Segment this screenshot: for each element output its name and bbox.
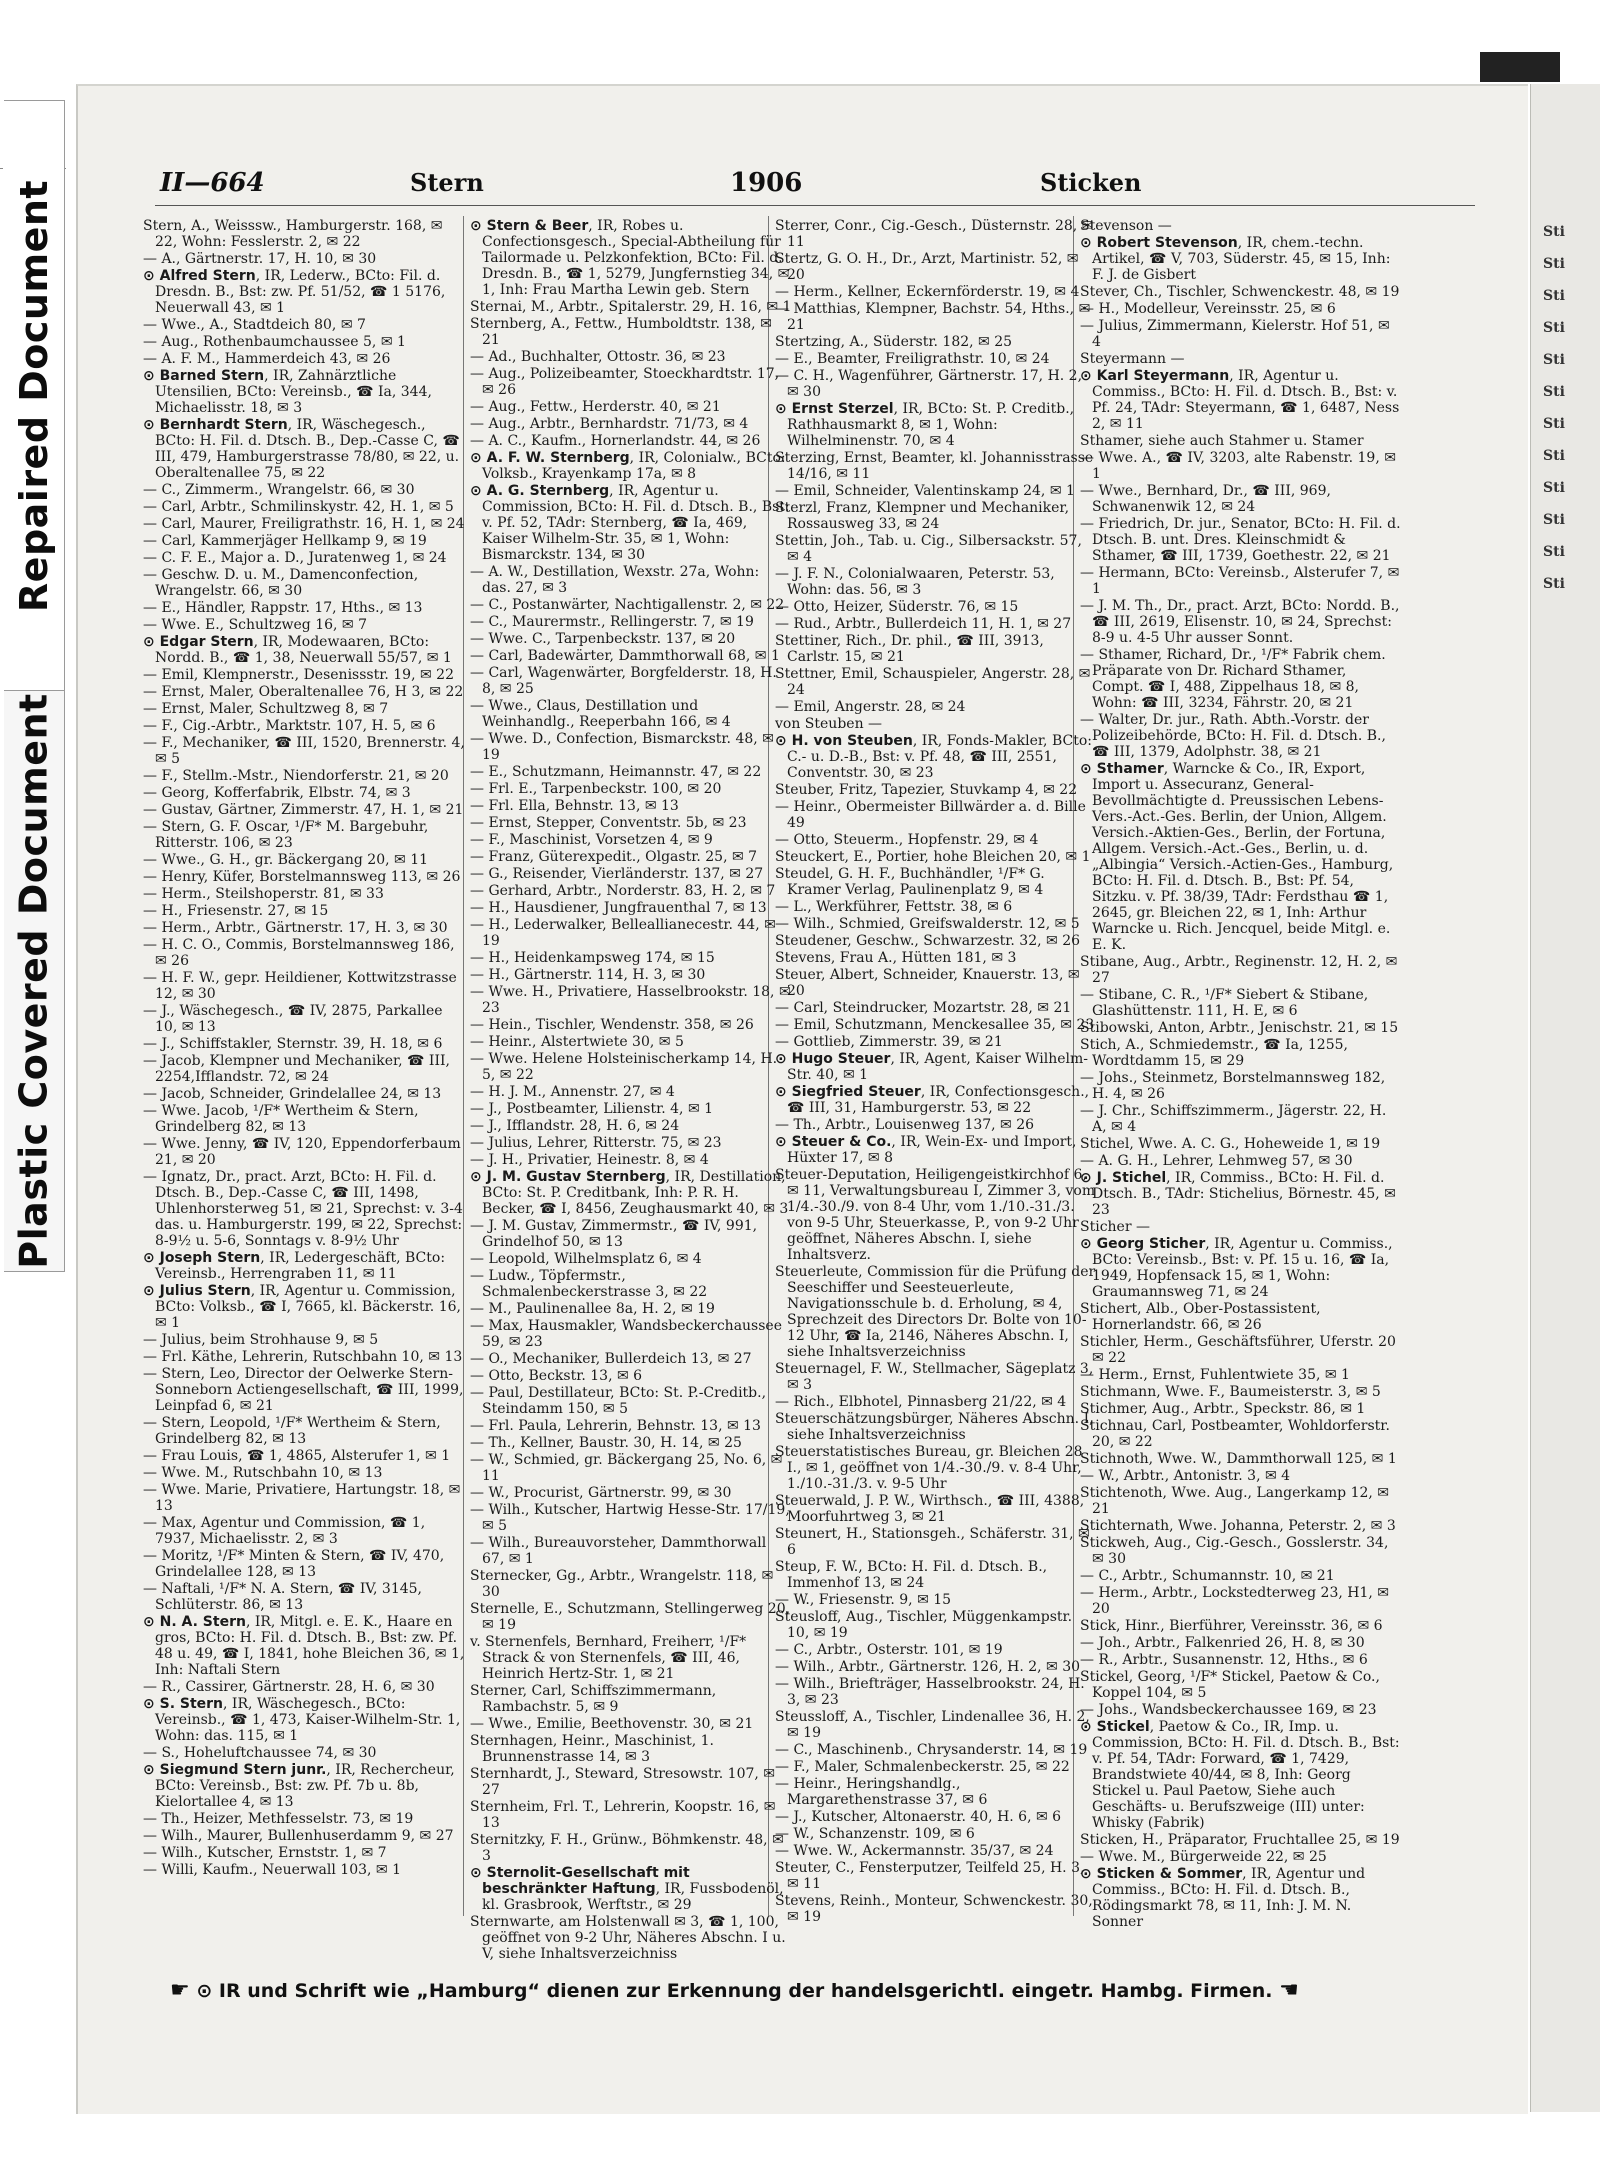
directory-entry: — Wwe. H., Privatiere, Hasselbrookstr. 18, ✉ 23 bbox=[470, 984, 791, 1016]
adjacent-page-fragment: Sti bbox=[1543, 512, 1565, 528]
directory-entry: — Heinr., Obermeister Billwärder a. d. Bille 49 bbox=[775, 799, 1086, 831]
directory-entry: Stichmer, Aug., Arbtr., Speckstr. 86, ✉ 1 bbox=[1080, 1401, 1366, 1417]
directory-entry: — Emil, Schneider, Valentinskamp 24, ✉ 1 bbox=[775, 483, 1075, 499]
directory-entry: Stichnau, Carl, Postbeamter, Wohldorferstr. 20, ✉ 22 bbox=[1080, 1418, 1390, 1450]
directory-entry: Steuckert, E., Portier, hohe Bleichen 20, ✉ 1 bbox=[775, 849, 1091, 865]
directory-entry: Sthamer, siehe auch Stahmer u. Stamer bbox=[1080, 433, 1364, 449]
directory-entry: — A. C., Kaufm., Hornerlandstr. 44, ✉ 26 bbox=[470, 433, 761, 449]
directory-entry: Stickel, Georg, ¹/F* Stickel, Paetow & Co., Koppel 104, ✉ 5 bbox=[1080, 1669, 1380, 1701]
directory-entry: — Sthamer, Richard, Dr., ¹/F* Fabrik chem. Präparate von Dr. Richard Sthamer, Compt. ☎ I, 488, Zippelhaus 18, ✉ 8, Wohn: ☎ III, 3234, Fährstr. 20, ✉ 21 bbox=[1080, 647, 1386, 711]
repaired-document-label: Repaired Document bbox=[12, 179, 57, 613]
directory-entry: — Herm., Kellner, Eckernförderstr. 19, ✉ 4 bbox=[775, 284, 1080, 300]
directory-entry: — Ignatz, Dr., pract. Arzt, BCto: H. Fil. d. Dtsch. B., Dep.-Casse C, ☎ III, 1498, Uhlenhorsterweg 51, ✉ 21, Sprechst: v. 3-4 das. u. Hamburgerstr. 199, ✉ 22, Sprechst: 8-9½ u. 5-6, Sonntags v. 8-9½ Uhr bbox=[143, 1169, 463, 1249]
directory-entry: ⊙ Stickel, Paetow & Co., IR, Imp. u. Commission, BCto: H. Fil. d. Dtsch. B., Bst: v. Pf. 54, TAdr: Forward, ☎ 1, 7429, Brandstwiete 40/44, ✉ 8, Inh: Georg Stickel u. Paul Paetow, Siehe auch Geschäfts- u. Berufszweige (III) unter: Whisky (Fabrik) bbox=[1080, 1719, 1400, 1831]
directory-entry: Sternitzky, F. H., Grünw., Böhmkenstr. 48, ✉ 3 bbox=[470, 1832, 784, 1864]
directory-entry: — Jacob, Klempner und Mechaniker, ☎ III, 2254,Ifflandstr. 72, ✉ 24 bbox=[143, 1053, 450, 1085]
directory-entry: — Hermann, BCto: Vereinsb., Alsterufer 7, ✉ 1 bbox=[1080, 565, 1400, 597]
directory-entry: Stevenson — bbox=[1080, 218, 1172, 234]
directory-entry: — Leopold, Wilhelmsplatz 6, ✉ 4 bbox=[470, 1251, 702, 1267]
directory-entry: — Jacob, Schneider, Grindelallee 24, ✉ 13 bbox=[143, 1086, 442, 1102]
directory-entry: Sternelle, E., Schutzmann, Stellingerweg 20, ✉ 19 bbox=[470, 1601, 791, 1633]
directory-entry: Steuer-Deputation, Heiligengeistkirchhof 6, ✉ 11, Verwaltungsbureau I, Zimmer 3, vom 1/4.-30./9. von 8-4 Uhr, vom 1./10.-31./3. von 9-5 Uhr, Steuerkasse, P., von 9-2 Uhr geöffnet, Näheres Abschn. I, siehe Inhaltsverz. bbox=[775, 1167, 1096, 1263]
directory-entry: — M., Paulinenallee 8a, H. 2, ✉ 19 bbox=[470, 1301, 715, 1317]
directory-entry: — G., Reisender, Vierländerstr. 137, ✉ 27 bbox=[470, 866, 764, 882]
directory-entry: ⊙ Bernhardt Stern, IR, Wäschegesch., BCto: H. Fil. d. Dtsch. B., Dep.-Casse C, ☎ III, 479, Hamburgerstrasse 78/80, ✉ 22, u. Oberaltenallee 75, ✉ 22 bbox=[143, 417, 460, 481]
directory-entry: — C. F. E., Major a. D., Juratenweg 1, ✉ 24 bbox=[143, 550, 447, 566]
adjacent-page-fragment: Sti bbox=[1543, 576, 1565, 592]
directory-entry: — Friedrich, Dr. jur., Senator, BCto: H. Fil. d. Dtsch. B. unt. Dres. Kleinschmidt & Sthamer, ☎ III, 1739, Goethestr. 22, ✉ 21 bbox=[1080, 516, 1401, 564]
directory-entry: — Frl. Käthe, Lehrerin, Rutschbahn 10, ✉ 13 bbox=[143, 1349, 463, 1365]
directory-entry: — Wilh., Arbtr., Gärtnerstr. 126, H. 2, ✉ 30 bbox=[775, 1659, 1081, 1675]
directory-entry: — Georg, Kofferfabrik, Elbstr. 74, ✉ 3 bbox=[143, 785, 411, 801]
directory-entry: — Henry, Küfer, Borstelmannsweg 113, ✉ 26 bbox=[143, 869, 461, 885]
adjacent-page-fragment: Sti bbox=[1543, 544, 1565, 560]
directory-entry: — L., Werkführer, Fettstr. 38, ✉ 6 bbox=[775, 899, 1013, 915]
directory-entry: — Wwe. A., ☎ IV, 3203, alte Rabenstr. 19, ✉ 1 bbox=[1080, 450, 1396, 482]
directory-entry: Stichmann, Wwe. F., Baumeisterstr. 3, ✉ 5 bbox=[1080, 1384, 1381, 1400]
directory-entry: — Rud., Arbtr., Bullerdeich 11, H. 1, ✉ 27 bbox=[775, 616, 1072, 632]
directory-entry: — H., Hausdiener, Jungfrauenthal 7, ✉ 13 bbox=[470, 900, 767, 916]
directory-entry: — Otto, Steuerm., Hopfenstr. 29, ✉ 4 bbox=[775, 832, 1039, 848]
directory-entry: — Frl. Paula, Lehrerin, Behnstr. 13, ✉ 13 bbox=[470, 1418, 761, 1434]
directory-entry: — Ludw., Töpfermstr., Schmalenbeckerstrasse 3, ✉ 22 bbox=[470, 1268, 708, 1300]
adjacent-page-fragment: Sti bbox=[1543, 352, 1565, 368]
directory-entry: — Aug., Arbtr., Bernhardstr. 71/73, ✉ 4 bbox=[470, 416, 749, 432]
directory-entry: — W., Procurist, Gärtnerstr. 99, ✉ 30 bbox=[470, 1485, 732, 1501]
directory-entry: — Aug., Polizeibeamter, Stoeckhardtstr. 17, ✉ 26 bbox=[470, 366, 780, 398]
directory-entry: Steuerschätzungsbürger, Näheres Abschn. I, siehe Inhaltsverzeichniss bbox=[775, 1411, 1094, 1443]
directory-entry: — J. Chr., Schiffszimmerm., Jägerstr. 22, H. A, ✉ 4 bbox=[1080, 1103, 1387, 1135]
directory-entry: — Carl, Maurer, Freiligrathstr. 16, H. 1, ✉ 24 bbox=[143, 516, 465, 532]
directory-entry: Sterzl, Franz, Klempner und Mechaniker, Rossausweg 33, ✉ 24 bbox=[775, 500, 1070, 532]
repaired-document-tab bbox=[4, 100, 65, 692]
directory-entry: — J. F. N., Colonialwaaren, Peterstr. 53, Wohn: das. 56, ✉ 3 bbox=[775, 566, 1055, 598]
directory-entry: Sterrer, Conr., Cig.-Gesch., Düsternstr. 28, ✉ 11 bbox=[775, 218, 1094, 250]
directory-entry: — R., Arbtr., Susannenstr. 12, Hths., ✉ 6 bbox=[1080, 1652, 1368, 1668]
directory-entry: — W., Friesenstr. 9, ✉ 15 bbox=[775, 1592, 952, 1608]
directory-entry: — Julius, beim Strohhause 9, ✉ 5 bbox=[143, 1332, 379, 1348]
directory-entry: — Ad., Buchhalter, Ottostr. 36, ✉ 23 bbox=[470, 349, 726, 365]
directory-entry: — Franz, Güterexpedit., Olgastr. 25, ✉ 7 bbox=[470, 849, 758, 865]
directory-entry: ⊙ Sticken & Sommer, IR, Agentur und Commiss., BCto: H. Fil. d. Dtsch. B., Rödingsmarkt 78, ✉ 11, Inh: J. M. N. Sonner bbox=[1080, 1866, 1366, 1930]
directory-entry: — Max, Hausmakler, Wandsbeckerchaussee 59, ✉ 23 bbox=[470, 1318, 782, 1350]
directory-entry: — H., Modelleur, Vereinsstr. 25, ✉ 6 bbox=[1080, 301, 1336, 317]
directory-entry: Stickweh, Aug., Cig.-Gesch., Gosslerstr. 34, ✉ 30 bbox=[1080, 1535, 1389, 1567]
directory-entry: Steudener, Geschw., Schwarzestr. 32, ✉ 26 bbox=[775, 933, 1081, 949]
directory-entry: — Wwe. W., Ackermannstr. 35/37, ✉ 24 bbox=[775, 1843, 1054, 1859]
directory-entry: — C., Maurermstr., Rellingerstr. 7, ✉ 19 bbox=[470, 614, 754, 630]
directory-entry: Steuber, Fritz, Tapezier, Stuvkamp 4, ✉ 22 bbox=[775, 782, 1078, 798]
header-last-name: Sticken bbox=[1040, 168, 1142, 197]
directory-entry: Stettin, Joh., Tab. u. Cig., Silbersackstr. 57, ✉ 4 bbox=[775, 533, 1082, 565]
directory-entry: Sternhagen, Heinr., Maschinist, 1. Brunnenstrasse 14, ✉ 3 bbox=[470, 1733, 714, 1765]
directory-entry: — Wwe., Bernhard, Dr., ☎ III, 969, Schwanenwik 12, ✉ 24 bbox=[1080, 483, 1331, 515]
directory-entry: — Carl, Arbtr., Schmilinskystr. 42, H. 1, ✉ 5 bbox=[143, 499, 454, 515]
directory-entry: Sternecker, Gg., Arbtr., Wrangelstr. 118, ✉ 30 bbox=[470, 1568, 774, 1600]
directory-entry: — A., Gärtnerstr. 17, H. 10, ✉ 30 bbox=[143, 251, 377, 267]
directory-entry: — Stibane, C. R., ¹/F* Siebert & Stibane, Glashüttenstr. 111, H. E, ✉ 6 bbox=[1080, 987, 1369, 1019]
directory-entry: — C., Zimmerm., Wrangelstr. 66, ✉ 30 bbox=[143, 482, 415, 498]
directory-entry: — Carl, Steindrucker, Mozartstr. 28, ✉ 21 bbox=[775, 1000, 1072, 1016]
adjacent-page-fragment: Sti bbox=[1543, 288, 1565, 304]
directory-entry: ⊙ Siegmund Stern junr., IR, Rechercheur, BCto: Vereinsb., Bst: zw. Pf. 7b u. 8b, Kielortallee 4, ✉ 13 bbox=[143, 1762, 455, 1810]
directory-entry: ⊙ J. M. Gustav Sternberg, IR, Destillation, BCto: St. P. Creditbank, Inh: P. R. H. Becker, ☎ I, 8456, Zeughausmarkt 40, ✉ 3 bbox=[470, 1169, 789, 1217]
directory-entry: — Carl, Kammerjäger Hellkamp 9, ✉ 19 bbox=[143, 533, 427, 549]
directory-entry: — J. H., Privatier, Heinestr. 8, ✉ 4 bbox=[470, 1152, 709, 1168]
directory-entry: — Joh., Arbtr., Falkenried 26, H. 8, ✉ 30 bbox=[1080, 1635, 1365, 1651]
page-header bbox=[160, 168, 1480, 198]
directory-entry: Stibane, Aug., Arbtr., Reginenstr. 12, H. 2, ✉ 27 bbox=[1080, 954, 1398, 986]
header-year: 1906 bbox=[730, 168, 803, 198]
directory-column-1 bbox=[143, 218, 465, 1879]
directory-entry: — Herm., Arbtr., Gärtnerstr. 17, H. 3, ✉ 30 bbox=[143, 920, 448, 936]
directory-entry: — J. M. Th., Dr., pract. Arzt, BCto: Nordd. B., ☎ III, 2619, Elisenstr. 10, ✉ 24, Sprechst: 8-9 u. 4-5 Uhr ausser Sonnt. bbox=[1080, 598, 1400, 646]
directory-entry: — E., Schutzmann, Heimannstr. 47, ✉ 22 bbox=[470, 764, 762, 780]
header-rule bbox=[155, 205, 1475, 206]
directory-entry: — W., Arbtr., Antonistr. 3, ✉ 4 bbox=[1080, 1468, 1291, 1484]
directory-entry: — Th., Heizer, Methfesselstr. 73, ✉ 19 bbox=[143, 1811, 414, 1827]
directory-entry: Sternai, M., Arbtr., Spitalerstr. 29, H. 16, ✉ 1 bbox=[470, 299, 792, 315]
page-number: II—664 bbox=[160, 168, 265, 198]
directory-entry: — Heinr., Heringshandlg., Margarethenstrasse 37, ✉ 6 bbox=[775, 1776, 988, 1808]
adjacent-page-fragment: Sti bbox=[1543, 416, 1565, 432]
directory-entry: ⊙ Barned Stern, IR, Zahnärztliche Utensilien, BCto: Vereinsb., ☎ Ia, 344, Michaelisstr. 18, ✉ 3 bbox=[143, 368, 432, 416]
directory-entry: Sternberg, A., Fettw., Humboldtstr. 138, ✉ 21 bbox=[470, 316, 772, 348]
adjacent-page-fragment: Sti bbox=[1543, 448, 1565, 464]
header-first-name: Stern bbox=[410, 168, 484, 197]
directory-entry: — W., Schanzenstr. 109, ✉ 6 bbox=[775, 1826, 975, 1842]
directory-entry: ⊙ Hugo Steuer, IR, Agent, Kaiser Wilhelm-Str. 40, ✉ 1 bbox=[775, 1051, 1089, 1083]
directory-entry: — F., Cig.-Arbtr., Marktstr. 107, H. 5, ✉ 6 bbox=[143, 718, 436, 734]
directory-entry: — H., Gärtnerstr. 114, H. 3, ✉ 30 bbox=[470, 967, 706, 983]
directory-entry: Sterner, Carl, Schiffszimmermann, Rambachstr. 5, ✉ 9 bbox=[470, 1683, 717, 1715]
directory-entry: ⊙ N. A. Stern, IR, Mitgl. e. E. K., Haare en gros, BCto: H. Fil. d. Dtsch. B., Bst: zw. Pf. 48 u. 49, ☎ I, 1841, hohe Bleichen 36, ✉ 1, Inh: Naftali Stern bbox=[143, 1614, 465, 1678]
directory-entry: — J., Kutscher, Altonaerstr. 40, H. 6, ✉ 6 bbox=[775, 1809, 1062, 1825]
directory-entry: — Rich., Elbhotel, Pinnasberg 21/22, ✉ 4 bbox=[775, 1394, 1067, 1410]
directory-entry: — Johs., Wandsbeckerchaussee 169, ✉ 23 bbox=[1080, 1702, 1377, 1718]
pointing-hand-left-icon: ☛ bbox=[170, 1978, 190, 2003]
directory-entry: — Wwe., Claus, Destillation und Weinhandlg., Reeperbahn 166, ✉ 4 bbox=[470, 698, 731, 730]
directory-entry: — Ernst, Stepper, Conventstr. 5b, ✉ 23 bbox=[470, 815, 747, 831]
directory-column-4 bbox=[1080, 218, 1402, 1931]
directory-entry: — Wilh., Bureauvorsteher, Dammthorwall 67, ✉ 1 bbox=[470, 1535, 767, 1567]
directory-entry: ⊙ Georg Sticher, IR, Agentur u. Commiss., BCto: Vereinsb., Bst: v. Pf. 15 u. 16, ☎ Ia, 1949, Hopfensack 15, ✉ 1, Wohn: Graumannsweg 71, ✉ 24 bbox=[1080, 1236, 1393, 1300]
directory-entry: — Wilh., Schmied, Greifswalderstr. 12, ✉ 5 bbox=[775, 916, 1080, 932]
directory-entry: — Emil, Angerstr. 28, ✉ 24 bbox=[775, 699, 966, 715]
directory-entry: Sternheim, Frl. T., Lehrerin, Koopstr. 16, ✉ 13 bbox=[470, 1799, 776, 1831]
directory-entry: Stichler, Herm., Geschäftsführer, Uferstr. 20 ✉ 22 bbox=[1080, 1334, 1396, 1366]
directory-entry: — Heinr., Alstertwiete 30, ✉ 5 bbox=[470, 1034, 684, 1050]
directory-entry: Stevens, Frau A., Hütten 181, ✉ 3 bbox=[775, 950, 1017, 966]
directory-entry: Stick, Hinr., Bierführer, Vereinsstr. 36, ✉ 6 bbox=[1080, 1618, 1383, 1634]
directory-column-2 bbox=[470, 218, 792, 1963]
directory-entry: — C., Arbtr., Osterstr. 101, ✉ 19 bbox=[775, 1642, 1003, 1658]
directory-entry: — Otto, Heizer, Süderstr. 76, ✉ 15 bbox=[775, 599, 1019, 615]
directory-entry: — Wwe., G. H., gr. Bäckergang 20, ✉ 11 bbox=[143, 852, 429, 868]
directory-entry: Steup, F. W., BCto: H. Fil. d. Dtsch. B., Immenhof 13, ✉ 24 bbox=[775, 1559, 1048, 1591]
directory-entry: ⊙ Joseph Stern, IR, Ledergeschäft, BCto: Vereinsb., Herrengraben 11, ✉ 11 bbox=[143, 1250, 446, 1282]
directory-entry: ⊙ Karl Steyermann, IR, Agentur u. Commiss., BCto: H. Fil. d. Dtsch. B., Bst: v. Pf. 24, TAdr: Steyermann, ☎ 1, 6487, Ness 2, ✉ 11 bbox=[1080, 368, 1400, 432]
directory-entry: — Th., Arbtr., Louisenweg 137, ✉ 26 bbox=[775, 1117, 1035, 1133]
directory-entry: Steuerleute, Commission für die Prüfung der Seeschiffer und Seesteuerleute, Navigationsschule b. d. Erholung, ✉ 4, Sprechzeit des Directors Dr. Bolte von 10-12 Uhr, ☎ Ia, 2146, Näheres Abschn. I, siehe Inhaltsverzeichniss bbox=[775, 1264, 1096, 1360]
directory-entry: Stichternath, Wwe. Johanna, Peterstr. 2, ✉ 3 bbox=[1080, 1518, 1396, 1534]
directory-entry: — Gerhard, Arbtr., Norderstr. 83, H. 2, ✉ 7 bbox=[470, 883, 776, 899]
directory-entry: — Frl. Ella, Behnstr. 13, ✉ 13 bbox=[470, 798, 679, 814]
directory-entry: Sterzing, Ernst, Beamter, kl. Johannisstrasse 14/16, ✉ 11 bbox=[775, 450, 1094, 482]
adjacent-page-fragment: Sti bbox=[1543, 384, 1565, 400]
directory-entry: ⊙ A. G. Sternberg, IR, Agentur u. Commission, BCto: H. Fil. d. Dtsch. B., Bst: v. Pf. 52, TAdr: Sternberg, ☎ Ia, 469, Kaiser Wilhelm-Str. 35, ✉ 1, Wohn: Bismarckstr. 134, ✉ 30 bbox=[470, 483, 790, 563]
directory-entry: — H. J. M., Annenstr. 27, ✉ 4 bbox=[470, 1084, 675, 1100]
directory-entry: — F., Maler, Schmalenbeckerstr. 25, ✉ 22 bbox=[775, 1759, 1070, 1775]
directory-entry: Steuerwald, J. P. W., Wirthsch., ☎ III, 4388, Moorfuhrtweg 3, ✉ 21 bbox=[775, 1493, 1085, 1525]
directory-entry: — Wwe. Jacob, ¹/F* Wertheim & Stern, Grindelberg 82, ✉ 13 bbox=[143, 1103, 419, 1135]
directory-entry: ⊙ Sternolit-Gesellschaft mit beschränkter Haftung, IR, Fussbodenöl, kl. Grasbrook, Werftstr., ✉ 29 bbox=[470, 1865, 784, 1913]
directory-column-3 bbox=[775, 218, 1097, 1926]
directory-entry: — Stern, Leopold, ¹/F* Wertheim & Stern, Grindelberg 82, ✉ 13 bbox=[143, 1415, 441, 1447]
directory-entry: Steuernagel, F. W., Stellmacher, Sägeplatz 3, ✉ 3 bbox=[775, 1361, 1094, 1393]
directory-entry: Stettner, Emil, Schauspieler, Angerstr. 28, ✉ 24 bbox=[775, 666, 1091, 698]
directory-entry: — Herm., Steilshoperstr. 81, ✉ 33 bbox=[143, 886, 384, 902]
directory-entry: ⊙ A. F. W. Sternberg, IR, Colonialw., BCto: Volksb., Krayenkamp 17a, ✉ 8 bbox=[470, 450, 786, 482]
directory-entry: — Wwe. D., Confection, Bismarckstr. 48, ✉ 19 bbox=[470, 731, 774, 763]
directory-entry: — Wwe. C., Tarpenbeckstr. 137, ✉ 20 bbox=[470, 631, 736, 647]
directory-entry: Stichert, Alb., Ober-Postassistent, Hornerlandstr. 66, ✉ 26 bbox=[1080, 1301, 1321, 1333]
directory-entry: Stertz, G. O. H., Dr., Arzt, Martinistr. 52, ✉ 20 bbox=[775, 251, 1079, 283]
directory-entry: Stevens, Reinh., Monteur, Schwenckestr. 30, ✉ 19 bbox=[775, 1893, 1093, 1925]
directory-entry: Steuer, Albert, Schneider, Knauerstr. 13, ✉ 20 bbox=[775, 967, 1080, 999]
directory-entry: Steuter, C., Fensterputzer, Teilfeld 25, H. 3, ✉ 11 bbox=[775, 1860, 1085, 1892]
directory-entry: — A. F. M., Hammerdeich 43, ✉ 26 bbox=[143, 351, 391, 367]
directory-entry: — C., Postanwärter, Nachtigallenstr. 2, ✉ 22 bbox=[470, 597, 785, 613]
directory-entry: — Herm., Ernst, Fuhlentwiete 35, ✉ 1 bbox=[1080, 1367, 1350, 1383]
directory-entry: — Wwe. M., Bürgerweide 22, ✉ 25 bbox=[1080, 1849, 1327, 1865]
directory-entry: — W., Schmied, gr. Bäckergang 25, No. 6, ✉ 11 bbox=[470, 1452, 783, 1484]
directory-entry: — Wwe. E., Schultzweg 16, ✉ 7 bbox=[143, 617, 368, 633]
directory-entry: — Carl, Badewärter, Dammthorwall 68, ✉ 1 bbox=[470, 648, 780, 664]
directory-entry: — Stern, G. F. Oscar, ¹/F* M. Bargebuhr, Ritterstr. 106, ✉ 23 bbox=[143, 819, 429, 851]
directory-entry: — J. M. Gustav, Zimmermstr., ☎ IV, 991, Grindelhof 50, ✉ 13 bbox=[470, 1218, 758, 1250]
directory-entry: Stertzing, A., Süderstr. 182, ✉ 25 bbox=[775, 334, 1013, 350]
directory-entry: — Stern, Leo, Director der Oelwerke Stern-Sonneborn Actiengesellschaft, ☎ III, 1999, Leinpfad 6, ✉ 21 bbox=[143, 1366, 464, 1414]
directory-entry: Steusloff, Aug., Tischler, Müggenkampstr. 10, ✉ 19 bbox=[775, 1609, 1073, 1641]
directory-entry: — Geschw. D. u. M., Damenconfection, Wrangelstr. 66, ✉ 30 bbox=[143, 567, 419, 599]
directory-entry: Stichtenoth, Wwe. Aug., Langerkamp 12, ✉ 21 bbox=[1080, 1485, 1390, 1517]
directory-entry: — Wilh., Kutscher, Hartwig Hesse-Str. 17/19, ✉ 5 bbox=[470, 1502, 790, 1534]
directory-entry: — E., Händler, Rappstr. 17, Hths., ✉ 13 bbox=[143, 600, 423, 616]
directory-entry: ⊙ Julius Stern, IR, Agentur u. Commission, BCto: Volksb., ☎ I, 7665, kl. Bäckerstr. 16, ✉ 1 bbox=[143, 1283, 461, 1331]
directory-entry: von Steuben — bbox=[775, 716, 883, 732]
directory-entry: Stichel, Wwe. A. C. G., Hoheweide 1, ✉ 19 bbox=[1080, 1136, 1381, 1152]
pointing-hand-right-icon: ☚ bbox=[1279, 1978, 1299, 2003]
footer-legend: ⊙ IR und Schrift wie „Hamburg“ dienen zur Erkennung der handelsgerichtl. eingetr. Hambg. Firmen. bbox=[196, 1980, 1273, 2002]
directory-entry: ⊙ Edgar Stern, IR, Modewaaren, BCto: Nordd. B., ☎ 1, 38, Neuerwall 55/57, ✉ 1 bbox=[143, 634, 452, 666]
directory-entry: — H., Friesenstr. 27, ✉ 15 bbox=[143, 903, 329, 919]
directory-entry: — H., Heidenkampsweg 174, ✉ 15 bbox=[470, 950, 715, 966]
scan-edge-bar bbox=[1480, 52, 1560, 82]
directory-entry: Steunert, H., Stationsgeh., Schäferstr. 31, ✉ 6 bbox=[775, 1526, 1090, 1558]
directory-entry: — Wwe. Jenny, ☎ IV, 120, Eppendorferbaum 21, ✉ 20 bbox=[143, 1136, 461, 1168]
directory-entry: — H. F. W., gepr. Heildiener, Kottwitzstrasse 12, ✉ 30 bbox=[143, 970, 457, 1002]
directory-entry: Stever, Ch., Tischler, Schwenckestr. 48, ✉ 19 bbox=[1080, 284, 1400, 300]
directory-entry: Stern, A., Weisssw., Hamburgerstr. 168, ✉ 22, Wohn: Fesslerstr. 2, ✉ 22 bbox=[143, 218, 443, 250]
directory-entry: — C., Arbtr., Schumannstr. 10, ✉ 21 bbox=[1080, 1568, 1335, 1584]
directory-entry: ⊙ Robert Stevenson, IR, chem.-techn. Artikel, ☎ V, 703, Süderstr. 45, ✉ 15, Inh: F. J. de Gisbert bbox=[1080, 235, 1391, 283]
directory-entry: — F., Maschinist, Vorsetzen 4, ✉ 9 bbox=[470, 832, 713, 848]
directory-entry: ⊙ Ernst Sterzel, IR, BCto: St. P. Creditb., Rathhausmarkt 8, ✉ 1, Wohn: Wilhelminenstr. 70, ✉ 4 bbox=[775, 401, 1075, 449]
directory-entry: ⊙ H. von Steuben, IR, Fonds-Makler, BCto: C.- u. D.-B., Bst: v. Pf. 48, ☎ III, 2551, Conventstr. 30, ✉ 23 bbox=[775, 733, 1092, 781]
directory-entry: — O., Mechaniker, Bullerdeich 13, ✉ 27 bbox=[470, 1351, 752, 1367]
directory-entry: Stibowski, Anton, Arbtr., Jenischstr. 21, ✉ 15 bbox=[1080, 1020, 1399, 1036]
directory-entry: — Max, Agentur und Commission, ☎ 1, 7937, Michaelisstr. 2, ✉ 3 bbox=[143, 1515, 426, 1547]
directory-entry: ⊙ S. Stern, IR, Wäschegesch., BCto: Vereinsb., ☎ 1, 473, Kaiser-Wilhelm-Str. 1, Wohn: das. 115, ✉ 1 bbox=[143, 1696, 461, 1744]
directory-entry: — Aug., Fettw., Herderstr. 40, ✉ 21 bbox=[470, 399, 721, 415]
side-tabs bbox=[0, 70, 68, 1270]
directory-entry: — Gottlieb, Zimmerstr. 39, ✉ 21 bbox=[775, 1034, 1003, 1050]
directory-entry: — Walter, Dr. jur., Rath. Abth.-Vorstr. der Polizeibehörde, BCto: H. Fil. d. Dtsch. B., ☎ III, 1379, Adolphstr. 38, ✉ 21 bbox=[1080, 712, 1386, 760]
directory-entry: — Herm., Arbtr., Lockstedterweg 23, H1, ✉ 20 bbox=[1080, 1585, 1390, 1617]
directory-entry: — Th., Kellner, Baustr. 30, H. 14, ✉ 25 bbox=[470, 1435, 742, 1451]
directory-entry: — Wwe., A., Stadtdeich 80, ✉ 7 bbox=[143, 317, 366, 333]
directory-entry: — E., Beamter, Freiligrathstr. 10, ✉ 24 bbox=[775, 351, 1050, 367]
directory-entry: — J., Wäschegesch., ☎ IV, 2875, Parkallee 10, ✉ 13 bbox=[143, 1003, 443, 1035]
directory-entry: ⊙ Stern & Beer, IR, Robes u. Confectionsgesch., Special-Abtheilung für Tailormade u. Pelzkonfektion, BCto: Fil. d. Dresdn. B., ☎ 1, 5279, Jungfernstieg 34, ✉ 1, Inh: Frau Martha Lewin geb. Stern bbox=[470, 218, 790, 298]
directory-entry: Stichnoth, Wwe. W., Dammthorwall 125, ✉ 1 bbox=[1080, 1451, 1397, 1467]
directory-entry: — Willi, Kaufm., Neuerwall 103, ✉ 1 bbox=[143, 1862, 402, 1878]
directory-entry: — Julius, Lehrer, Ritterstr. 75, ✉ 23 bbox=[470, 1135, 722, 1151]
directory-entry: — Emil, Schutzmann, Menckesallee 35, ✉ 23 bbox=[775, 1017, 1095, 1033]
directory-entry: ⊙ J. Stichel, IR, Commiss., BCto: H. Fil. d. Dtsch. B., TAdr: Stichelius, Börnestr. 45, ✉ 23 bbox=[1080, 1170, 1396, 1218]
directory-entry: — J., Ifflandstr. 28, H. 6, ✉ 24 bbox=[470, 1118, 680, 1134]
directory-entry: — Naftali, ¹/F* N. A. Stern, ☎ IV, 3145, Schlüterstr. 86, ✉ 13 bbox=[143, 1581, 422, 1613]
directory-entry: Sticken, H., Präparator, Fruchtallee 25, ✉ 19 bbox=[1080, 1832, 1400, 1848]
directory-entry: Steyermann — bbox=[1080, 351, 1185, 367]
directory-entry: ⊙ Alfred Stern, IR, Lederw., BCto: Fil. d. Dresdn. B., Bst: zw. Pf. 51/52, ☎ 1 5176, Neuerwall 43, ✉ 1 bbox=[143, 268, 446, 316]
directory-entry: — A. G. H., Lehrer, Lehmweg 57, ✉ 30 bbox=[1080, 1153, 1353, 1169]
directory-entry: — Hein., Tischler, Wendenstr. 358, ✉ 26 bbox=[470, 1017, 754, 1033]
directory-entry: — Emil, Klempnerstr., Desenissstr. 19, ✉ 22 bbox=[143, 667, 454, 683]
plastic-covered-document-label: Plastic Covered Document bbox=[12, 693, 57, 1269]
directory-entry: Sternhardt, J., Steward, Stresowstr. 107, ✉ 27 bbox=[470, 1766, 776, 1798]
directory-entry: — Ernst, Maler, Oberaltenallee 76, H 3, ✉ 22 bbox=[143, 684, 464, 700]
directory-entry: v. Sternenfels, Bernhard, Freiherr, ¹/F* Strack & von Sternenfels, ☎ III, 46, Heinrich Hertz-Str. 1, ✉ 21 bbox=[470, 1634, 747, 1682]
adjacent-page-fragment: Sti bbox=[1543, 480, 1565, 496]
directory-entry: — Carl, Wagenwärter, Borgfelderstr. 18, H. 8, ✉ 25 bbox=[470, 665, 777, 697]
directory-entry: — Wilh., Maurer, Bullenhuserdamm 9, ✉ 27 bbox=[143, 1828, 454, 1844]
directory-entry: — H., Lederwalker, Belleallianecestr. 44, ✉ 19 bbox=[470, 917, 776, 949]
directory-entry: — H. C. O., Commis, Borstelmannsweg 186, ✉ 26 bbox=[143, 937, 455, 969]
directory-entry: — R., Cassirer, Gärtnerstr. 28, H. 6, ✉ 30 bbox=[143, 1679, 435, 1695]
adjacent-page-fragment: Sti bbox=[1543, 256, 1565, 272]
adjacent-page-edge bbox=[1530, 84, 1600, 2112]
directory-entry: Sternwarte, am Holstenwall ✉ 3, ☎ 1, 100, geöffnet von 9-2 Uhr, Näheres Abschn. I u. V, siehe Inhaltsverzeichniss bbox=[470, 1914, 786, 1962]
directory-entry: — Wwe. Marie, Privatiere, Hartungstr. 18, ✉ 13 bbox=[143, 1482, 461, 1514]
directory-entry: Steussloff, A., Tischler, Lindenallee 36, H. 2, ✉ 19 bbox=[775, 1709, 1090, 1741]
directory-entry: — J., Postbeamter, Lilienstr. 4, ✉ 1 bbox=[470, 1101, 714, 1117]
adjacent-page-fragment: Sti bbox=[1543, 320, 1565, 336]
directory-entry: — A. W., Destillation, Wexstr. 27a, Wohn: das. 27, ✉ 3 bbox=[470, 564, 760, 596]
directory-entry: — J., Schiffstakler, Sternstr. 39, H. 18, ✉ 6 bbox=[143, 1036, 443, 1052]
directory-entry: ⊙ Steuer & Co., IR, Wein-Ex- und Import, Hüxter 17, ✉ 8 bbox=[775, 1134, 1077, 1166]
directory-entry: — Paul, Destillateur, BCto: St. P.-Creditb., Steindamm 150, ✉ 5 bbox=[470, 1385, 767, 1417]
directory-entry: Sticher — bbox=[1080, 1219, 1150, 1235]
adjacent-page-fragment: Sti bbox=[1543, 224, 1565, 240]
directory-entry: — Ernst, Maler, Schultzweg 8, ✉ 7 bbox=[143, 701, 389, 717]
directory-entry: — Wwe., Emilie, Beethovenstr. 30, ✉ 21 bbox=[470, 1716, 754, 1732]
directory-entry: — Wilh., Briefträger, Hasselbrookstr. 24, H. 3, ✉ 23 bbox=[775, 1676, 1085, 1708]
directory-entry: — Johs., Steinmetz, Borstelmannsweg 182, H. 4, ✉ 26 bbox=[1080, 1070, 1386, 1102]
directory-entry: — Frl. E., Tarpenbeckstr. 100, ✉ 20 bbox=[470, 781, 722, 797]
directory-entry: — Julius, Zimmermann, Kielerstr. Hof 51, ✉ 4 bbox=[1080, 318, 1390, 350]
directory-entry: — C., Maschinenb., Chrysanderstr. 14, ✉ 19 bbox=[775, 1742, 1088, 1758]
directory-entry: Steudel, G. H. F., Buchhändler, ¹/F* G. Kramer Verlag, Paulinenplatz 9, ✉ 4 bbox=[775, 866, 1045, 898]
directory-entry: ⊙ Siegfried Steuer, IR, Confectionsgesch., ☎ III, 31, Hamburgerstr. 53, ✉ 22 bbox=[775, 1084, 1090, 1116]
directory-entry: — Wwe. Helene Holsteinischerkamp 14, H. 5, ✉ 22 bbox=[470, 1051, 778, 1083]
directory-entry: — Frau Louis, ☎ 1, 4865, Alsterufer 1, ✉ 1 bbox=[143, 1448, 451, 1464]
directory-entry: — Gustav, Gärtner, Zimmerstr. 47, H. 1, ✉ 21 bbox=[143, 802, 464, 818]
directory-entry: — F., Stellm.-Mstr., Niendorferstr. 21, ✉ 20 bbox=[143, 768, 449, 784]
directory-entry: — Otto, Beckstr. 13, ✉ 6 bbox=[470, 1368, 643, 1384]
directory-entry: — C. H., Wagenführer, Gärtnerstr. 17, H. 2, ✉ 30 bbox=[775, 368, 1083, 400]
directory-entry: — F., Mechaniker, ☎ III, 1520, Brennerstr. 4, ✉ 5 bbox=[143, 735, 465, 767]
plastic-covered-document-tab bbox=[4, 690, 65, 1272]
directory-entry: Stich, A., Schmiedemstr., ☎ Ia, 1255, Wordtdamm 15, ✉ 29 bbox=[1080, 1037, 1348, 1069]
page-footer bbox=[170, 1978, 1410, 2003]
directory-entry: — Wilh., Kutscher, Ernststr. 1, ✉ 7 bbox=[143, 1845, 387, 1861]
directory-entry: — Wwe. M., Rutschbahn 10, ✉ 13 bbox=[143, 1465, 383, 1481]
directory-entry: Stettiner, Rich., Dr. phil., ☎ III, 3913, Carlstr. 15, ✉ 21 bbox=[775, 633, 1044, 665]
directory-entry: Steuerstatistisches Bureau, gr. Bleichen 28 I., ✉ 1, geöffnet von 1/4.-30./9. v. 8-4 Uhr, 1./10.-31./3. v. 9-5 Uhr bbox=[775, 1444, 1083, 1492]
directory-entry: — Moritz, ¹/F* Minten & Stern, ☎ IV, 470, Grindelallee 128, ✉ 13 bbox=[143, 1548, 445, 1580]
directory-entry: ⊙ Sthamer, Warncke & Co., IR, Export, Import u. Assecuranz, General-Bevollmächtigte d. Preussischen Lebens-Vers.-Act.-Ges. Berlin, der Union, Allgem. Versich.-Aktien-Ges., Berlin, der Fortuna, Allgem. Versich.-Act.-Ges., Berlin, u. d. „Albingia“ Versich.-Actien-Ges., Hamburg, BCto: H. Fil. d. Dtsch. B., Bst: Pf. 54, Sitzku. v. Pf. 38/39, TAdr: Ferdsthau ☎ 1, 2645, gr. Bleichen 22, ✉ 1, Inh: Arthur Warncke u. Rich. Jencquel, beide Mitgl. e. E. K. bbox=[1080, 761, 1394, 953]
directory-entry: — Aug., Rothenbaumchaussee 5, ✉ 1 bbox=[143, 334, 406, 350]
directory-entry: — Matthias, Klempner, Bachstr. 54, Hths., ✉ 21 bbox=[775, 301, 1091, 333]
directory-entry: — S., Hoheluftchaussee 74, ✉ 30 bbox=[143, 1745, 377, 1761]
